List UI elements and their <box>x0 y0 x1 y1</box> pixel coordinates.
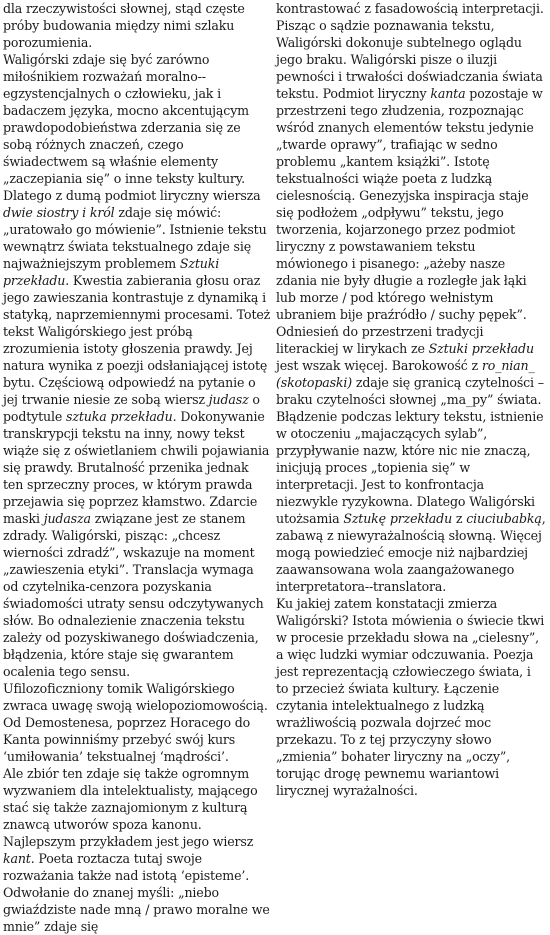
italic-title-text: judasza <box>43 511 91 526</box>
paragraph <box>276 0 546 595</box>
body-text: . Dokonywanie transkrypcji tekstu na inny, nowy tekst wiąże się z oświetlaniem chwili pojawiania się prawdy. Brutalność przenika jednak ten sprzeczny proces, w którym prawda przejawia się poprzez kłamstwo. Zdarcie maski <box>3 409 270 526</box>
paragraph <box>3 51 272 680</box>
body-text: pozostaje w przestrzeni tego złudzenia, rozpoznając wśród znanych elementów tekstu jedynie „twarde oprawy”, trafiając w sedno problemu „kantem książki”. Istotę tekstualności wiąże poeta z ludzką cielesnością. Genezyjska inspiracja staje się podłożem „odpływu” tekstu, jego tworzenia, kojarzonego przez podmiot liryczny z powstawaniem tekstu mówionego i pisanego: „ażeby nasze zdania nie były długie a rozległe jak łąki lub morze / pod którego wełnistym ubraniem bije praźródło / suchy pępek”. Odniesień do przestrzeni tradycji literackiej w lirykach ze <box>276 86 543 356</box>
right-text-column <box>276 0 546 900</box>
body-text: Ku jakiej zatem konstatacji zmierza Waligórski? Istota mówienia o świecie tkwi w procesie przekładu słowa na „cielesny”, a więc ludzki wymiar odczuwania. Poezja jest reprezentacją człowieczego świata, i to przecież świata kultury. Łączenie czytania intelektualnego z ludzką wrażliwością pozwala dojrzeć moc przekazu. To z tej przyczyny słowo „zmienia” bohater liryczny na „oczy”, torując drogę pewnemu wariantowi lirycznej wyrażalności. <box>276 596 545 798</box>
body-text: zdaje się granicą czytelności – braku czytelności słownej „ma_py” świata. Błądzenie podczas lektury tekstu, istnienie w otoczeniu „majaczących sylab”, przypływanie nazw, które nic nie znaczą, inicjują proces „topienia się” w interpretacji. Jest to konfrontacja niezwykle ryzykowna. Dlatego Waligórski utożsamia <box>276 375 544 526</box>
italic-title-text: ciuciubabką <box>466 511 542 526</box>
paragraph <box>276 595 546 799</box>
italic-title-text: dwie siostry i król <box>3 205 115 220</box>
body-text: kontrastować z fasadowością interpretacji. Pisząc o sądzie poznawania tekstu, Waligórski dokonuje subtelnego oglądu jego braku. Waligórski pisze o iluzji pewności i trwałości doświadczania świata tekstu. Podmiot liryczny <box>276 1 544 101</box>
body-text: zdaje się mówić: „uratowało go mówienie”. Istnienie tekstu wewnątrz świata tekstualnego zdaje się najważniejszym problemem <box>3 205 267 271</box>
body-text: . Poeta roztacza tutaj swoje rozważania także nad istotą ‘episteme’. Odwołanie do znanej myśli: „niebo gwiaździste nade mną / prawo moralne we mnie” zdaje się <box>3 851 270 934</box>
body-text: jest wszak więcej. Barokowość z <box>276 358 482 373</box>
body-text: z <box>452 511 467 526</box>
body-text: , zabawą z niewyrażalnością słowną. Więcej mogą powiedzieć emocje niż najbardziej zaawansowana wola zaangażowanego interpretatora--translatora. <box>276 511 546 594</box>
body-text: Ale zbiór ten zdaje się także ogromnym wyzwaniem dla intelektualisty, mającego stać się także zaznajomionym z kulturą znawcą utworów spoza kanonu. Najlepszym przykładem jest jego wiersz <box>3 766 258 849</box>
body-text: dla rzeczywistości słownej, stąd częste próby budowania między nimi szlaku porozumienia. <box>3 1 245 50</box>
italic-title-text: Sztuki przekładu <box>428 341 534 356</box>
italic-title-text: sztuka przekładu <box>66 409 173 424</box>
paragraph <box>3 0 272 51</box>
paragraph <box>3 765 272 935</box>
body-text: . Kwestia zabierania głosu oraz jego zawieszania kontrastuje z dynamiką i statyką, naprzemiennymi procesami. Toteż tekst Waligórskiego jest próbą zrozumienia istoty głoszenia prawdy. Jej natura wynika z poezji odsłaniającej istotę bytu. Częściową odpowiedź na pytanie o jej trwanie niesie ze sobą wiersz <box>3 273 271 407</box>
body-text: o podtytule <box>3 392 260 424</box>
italic-title-text: kant <box>3 851 31 866</box>
italic-title-text: kanta <box>430 86 466 101</box>
italic-title-text: ro_nian_ (skotopaski) <box>276 358 535 390</box>
italic-title-text: Sztuki przekładu <box>3 256 220 288</box>
italic-title-text: judasz <box>208 392 249 407</box>
body-text: Ufilozoficzniony tomik Waligórskiego zwraca uwagę swoją wielopoziomowością. Od Demostenesa, poprzez Horacego do Kanta powinniśmy przebyć swój kurs ‘umiłowania’ tekstualnej ‘mądrości’. <box>3 681 268 764</box>
body-text: związane jest ze stanem zdrady. Waligórski, pisząc: „chcesz wierności zdradź”, wskazuje na moment „zawieszenia etyki”. Translacja wymaga od czytelnika-cenzora pozyskania świadomości utraty sensu odczytywanych słów. Bo odnalezienie znaczenia tekstu zależy od pozyskiwanego doświadczenia, błądzenia, które staje się gwarantem ocalenia tego sensu. <box>3 511 264 679</box>
italic-title-text: Sztukę przekładu <box>343 511 453 526</box>
paragraph <box>3 680 272 765</box>
body-text: Waligórski zdaje się być zarówno miłośnikiem rozważań moralno--egzystencjalnych o człowieku, jak i badaczem języka, mocno akcentującym prawdopodobieństwa zderzania się ze sobą różnych znaczeń, czego świadectwem są właśnie elementy „zaczepiania się” o inne teksty kultury. Dlatego z dumą podmiot liryczny wiersza <box>3 52 261 203</box>
left-text-column <box>3 0 272 934</box>
